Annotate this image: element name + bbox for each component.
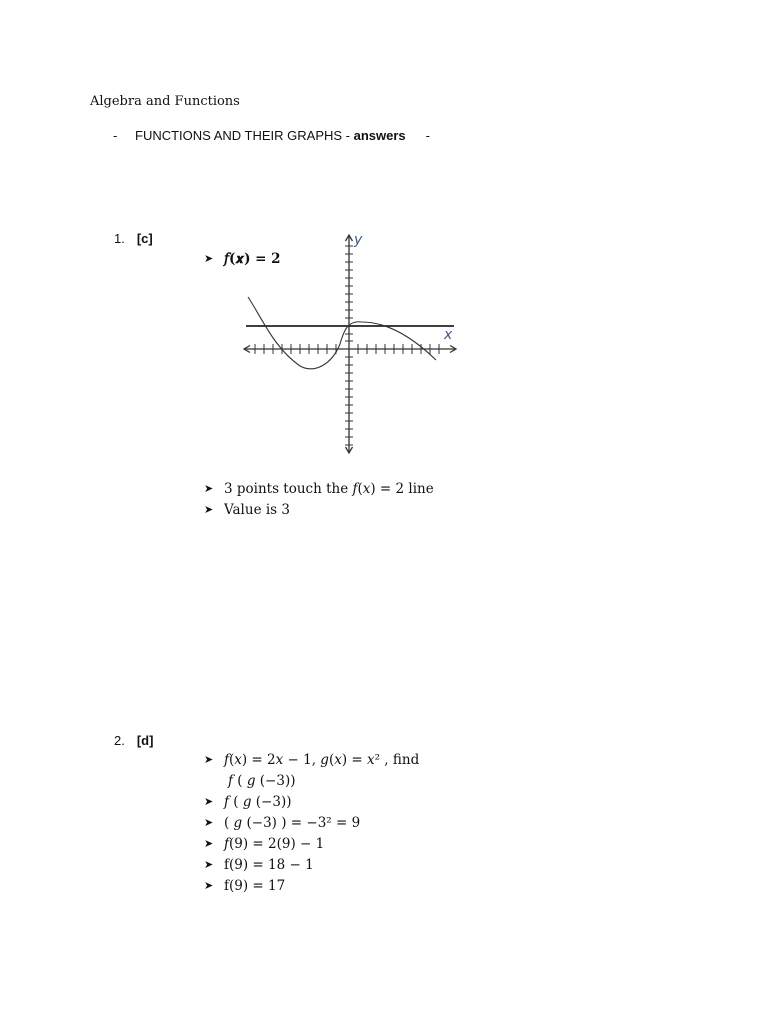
x-axis-label: x <box>444 327 453 343</box>
q1-touch-text: 3 points touch the 𝑓(𝑥) = 2 line <box>224 481 434 497</box>
q2-line-text: 𝑓 ( 𝑔 (−3)) <box>228 773 296 789</box>
bullet-arrow-icon: ➤ <box>204 816 214 829</box>
bullet-arrow-icon: ➤ <box>204 503 214 516</box>
q2-answer: [d] <box>136 733 154 748</box>
function-graph <box>240 228 462 460</box>
q1-value-text: Value is 3 <box>224 502 290 518</box>
bullet-arrow-icon: ➤ <box>204 753 214 766</box>
q2-heading <box>114 733 153 748</box>
doc-title: Algebra and Functions <box>90 94 240 109</box>
y-axis-label: y <box>354 232 363 248</box>
function-curve <box>248 297 436 369</box>
q2-line-continuation <box>228 773 295 789</box>
subtitle-text: FUNCTIONS AND THEIR GRAPHS - <box>135 128 354 143</box>
q1-bullet-value <box>204 502 290 518</box>
q2-bullet-1 <box>204 752 419 768</box>
q1-number: 1. <box>114 231 125 246</box>
bullet-arrow-icon: ➤ <box>204 858 214 871</box>
q1-answer: [c] <box>136 231 153 246</box>
q1-bullet-touch <box>204 481 434 497</box>
subtitle-dash-right: - <box>425 128 431 143</box>
q2-bullet-2 <box>204 794 291 810</box>
y-axis <box>346 235 353 453</box>
bullet-arrow-icon: ➤ <box>204 837 214 850</box>
q2-number: 2. <box>114 733 125 748</box>
bullet-arrow-icon: ➤ <box>204 252 214 265</box>
q2-bullet-5 <box>204 857 314 873</box>
subtitle-dash-left: - <box>113 128 118 143</box>
bullet-arrow-icon: ➤ <box>204 879 214 892</box>
q2-line-text: 𝑓(9) = 2(9) − 1 <box>224 836 325 852</box>
q2-line-text: 𝑓(𝑥) = 2𝑥 − 1, 𝑔(𝑥) = 𝑥² , find <box>224 752 420 768</box>
bullet-arrow-icon: ➤ <box>204 795 214 808</box>
q2-bullet-6 <box>204 878 285 894</box>
doc-subtitle <box>113 128 430 143</box>
q1-heading <box>114 231 153 246</box>
q2-line-text: 𝑓 ( 𝑔 (−3)) <box>224 794 292 810</box>
q2-line-text: ( 𝑔 (−3) ) = −3² = 9 <box>224 815 361 831</box>
bullet-arrow-icon: ➤ <box>204 482 214 495</box>
subtitle-bold: answers <box>353 128 406 143</box>
q2-bullet-3 <box>204 815 360 831</box>
q2-line-text: f(9) = 17 <box>224 878 286 894</box>
q1-fx-text: 𝑓(𝒙) = 𝟐 <box>224 251 281 267</box>
q2-line-text: f(9) = 18 − 1 <box>224 857 314 873</box>
q2-bullet-4 <box>204 836 324 852</box>
